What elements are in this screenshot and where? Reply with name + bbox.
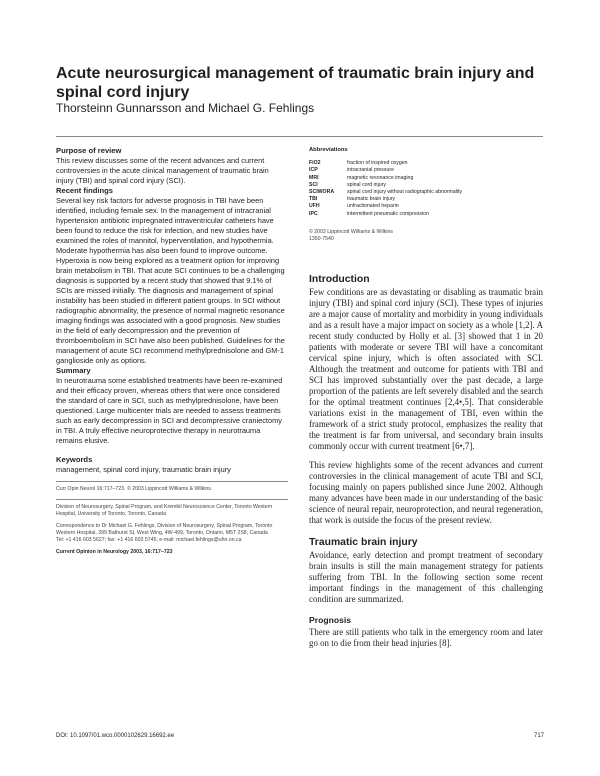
abbreviations-heading: Abbreviations [309, 147, 348, 153]
findings-heading: Recent findings [56, 186, 113, 195]
summary-heading: Summary [56, 366, 91, 375]
journal-line: Current Opinion in Neurology 2003, 16:717–723 [56, 549, 173, 555]
contact-text: Tel: +1 416 603 5627; fax: +1 416 603 5745; e-mail: michael.fehlings@uhn.on.ca [56, 537, 242, 543]
findings-text: Several key risk factors for adverse prognosis in TBI have been identified, including female sex. In the management of intracranial hypertension antibiotic impregnated intraventricular catheters have been found to reduce the risk for infection, and new studies have examined the roles of mannitol, hyperventilation, and hypothermia. Moderate hypothermia has also been found to improve outcome. Hyperoxia is now being explored as a treatment option for improving brain metabolism in TBI. That acute SCI continues to be a challenging diagnosis is supported by a recent study that showed that 9.1% of SCIs are missed initially. The diagnosis and management of spinal instability has been studied in different patient groups. In SCI without radiographic abnormality, the presence of normal magnetic resonance imaging findings was associated with a good prognosis. New studies in the field of early decompression and the prevention of thromboembolism in SCI have also been published. Guidelines for the management of acute SCI recommend methylprednisolone and GM-1 ganglioside only as options. [56, 196, 285, 365]
citation-divider [56, 499, 288, 500]
abbreviation-row: SCI spinal cord injury [309, 181, 386, 188]
abbreviations-box [309, 147, 543, 243]
copyright-notice: © 2003 Lippincott Williams & Wilkins 1350-7540 [309, 229, 543, 243]
affiliation-text: Division of Neurosurgery, Spinal Program, and Krembil Neuroscience Center, Toronto Western Hospital, University of Toronto, Toronto, Canada [56, 504, 273, 517]
keywords-heading: Keywords [56, 455, 93, 464]
page-number: 717 [533, 733, 544, 739]
abbreviation-row: MRI magnetic resonance imaging [309, 174, 414, 181]
keywords-text: management, spinal cord injury, traumatic brain injury [56, 465, 231, 474]
purpose-heading: Purpose of review [56, 146, 122, 155]
abbreviation-row: FiO2 fraction of inspired oxygen [309, 160, 408, 167]
article-title: Acute neurosurgical management of traumatic brain injury and spinal cord injury [56, 65, 535, 101]
body-column [309, 273, 543, 649]
summary-text: In neurotrauma some established treatments have been re-examined and their efficacy proven, whereas others that were once considered the standard of care in SCI, such as methylprednisolone, have been questioned. Large multicenter trials are needed to assess treatments such as early decompression in SCI and decompressive craniectomy in TBI. A truly effective neuroprotective therapy in neurotrauma remains elusive. [56, 376, 283, 445]
header-divider [56, 136, 543, 137]
prognosis-heading: Prognosis [309, 615, 352, 625]
abbreviation-row: ICP intracranial pressure [309, 167, 394, 174]
abbreviation-row: TBI traumatic brain injury [309, 196, 396, 203]
abbreviation-row: IPC intermittent pneumatic compression [309, 210, 429, 217]
doi: DOI: 10.1097/01.wco.0000102629.16692.ee [56, 733, 175, 739]
introduction-heading: Introduction [309, 274, 370, 285]
tbi-paragraph-1: Avoidance, early detection and prompt treatment of secondary brain insults is still the main management strategy for patients suffering from TBI. In the following section some recent important findings in the management of this challenging condition are summarized. [309, 550, 543, 604]
tbi-heading: Traumatic brain injury [309, 537, 418, 548]
prognosis-paragraph-1: There are still patients who talk in the emergency room and later go on to die from their head injuries [8]. [309, 627, 543, 648]
correspondence-text: Correspondence to Dr Michael G. Fehlings, Division of Neurosurgery, Spinal Program, Toronto Western Hospital, 399 Bathurst St, West Wing, 4W-499, Toronto, Ontario, M5T 2S8, Canada [56, 523, 273, 536]
introduction-paragraph-2: This review highlights some of the recent advances and current controversies in the clinical management of acute TBI and SCI, focusing mainly on papers published since June 2002. Although many advances have been made in our understanding of the basic science of neural repair, neuroprotection, and neural regeneration, that work is outside the focus of the present review. [309, 460, 543, 525]
issn: 1350-7540 [309, 235, 334, 242]
abstract-column [56, 146, 288, 556]
abbreviation-row: SCIWORA spinal cord injury without radiographic abnormality [309, 189, 463, 196]
abbreviation-row: UFH unfractionated heparin [309, 203, 399, 210]
keywords-divider [56, 481, 288, 482]
citation-line: Curr Opin Neurol 16:717–723. © 2003 Lippincott Williams & Wilkins. [56, 486, 213, 492]
article-authors: Thorsteinn Gunnarsson and Michael G. Fehlings [56, 101, 315, 115]
purpose-text: This review discusses some of the recent advances and current controversies in the acute clinical management of traumatic brain injury (TBI) and spinal cord injury (SCI). [56, 156, 269, 185]
introduction-paragraph-1: Few conditions are as devastating or disabling as traumatic brain injury (TBI) and spinal cord injury (SCI). These types of injuries are a major cause of mortality and morbidity in young individuals and as a result have a major impact on society as a whole [1,2]. A recent study conducted by Holly et al. [3] showed that 1 in 20 patients with moderate or severe TBI will have a concomitant cervical spine injury, which is often associated with SCI. Although the treatment and outcome for patients with TBI and SCI has improved substantially over the past decade, a large proportion of the patients are left severely disabled and the search for the optimal treatment continues [2,4•,5]. That considerable variations exist in the management of TBI, even within the framework of a strict study protocol, emphasizes the reality that the treatment is far from universal, and secondary brain insults commonly occur with current treatment [6•,7]. [309, 287, 543, 451]
